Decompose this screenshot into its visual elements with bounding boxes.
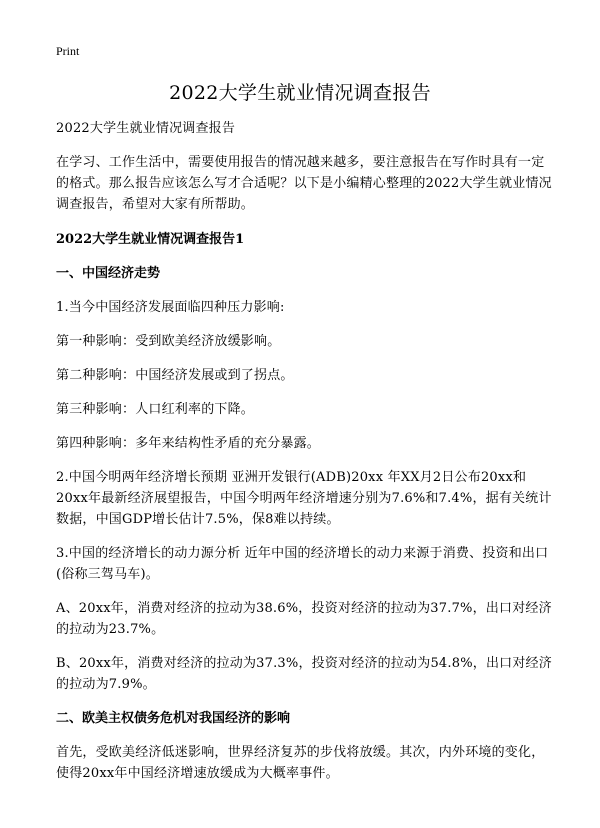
section2-heading: 二、欧美主权债务危机对我国经济的影响 bbox=[56, 711, 291, 726]
item-2: 2.中国今明两年经济增长预期 亚洲开发银行(ADB)20xx 年XX月2日公布20xx和20xx年最新经济展望报告，中国今明两年经济增速分别为7.6%和7.4%，据有关统计数据，中国GDP增长估计7.5%，保8难以持续。 bbox=[56, 470, 552, 527]
effect-3: 第三种影响：人口红利率的下降。 bbox=[56, 402, 255, 417]
point-a: A、20xx年，消费对经济的拉动为38.6%，投资对经济的拉动为37.7%，出口对经济的拉动为23.7%。 bbox=[56, 601, 552, 637]
report-heading: 2022大学生就业情况调查报告1 bbox=[56, 232, 245, 247]
effect-2: 第二种影响：中国经济发展或到了拐点。 bbox=[56, 368, 294, 383]
section1-heading: 一、中国经济走势 bbox=[56, 266, 161, 281]
item-1: 1.当今中国经济发展面临四种压力影响: bbox=[56, 300, 285, 315]
document-body bbox=[56, 118, 552, 797]
section2-paragraph: 首先，受欧美经济低迷影响，世界经济复苏的步伐将放缓。其次，内外环境的变化，使得20xx年中国经济增速放缓成为大概率事件。 bbox=[56, 745, 545, 781]
item-3: 3.中国的经济增长的动力源分析 近年中国的经济增长的动力来源于消费、投资和出口(俗称三驾马车)。 bbox=[56, 546, 549, 582]
point-b: B、20xx年，消费对经济的拉动为37.3%，投资对经济的拉动为54.8%，出口对经济的拉动为7.9%。 bbox=[56, 656, 552, 692]
effect-4: 第四种影响：多年来结构性矛盾的充分暴露。 bbox=[56, 436, 321, 451]
print-link[interactable]: Print bbox=[56, 44, 80, 58]
page-title: 2022大学生就业情况调查报告 bbox=[169, 82, 431, 104]
intro-paragraph: 在学习、工作生活中，需要使用报告的情况越来越多，要注意报告在写作时具有一定的格式。那么报告应该怎么写才合适呢？以下是小编精心整理的2022大学生就业情况调查报告，希望对大家有所帮助。 bbox=[56, 155, 552, 212]
document-subtitle: 2022大学生就业情况调查报告 bbox=[56, 121, 236, 136]
effect-1: 第一种影响：受到欧美经济放缓影响。 bbox=[56, 334, 281, 349]
